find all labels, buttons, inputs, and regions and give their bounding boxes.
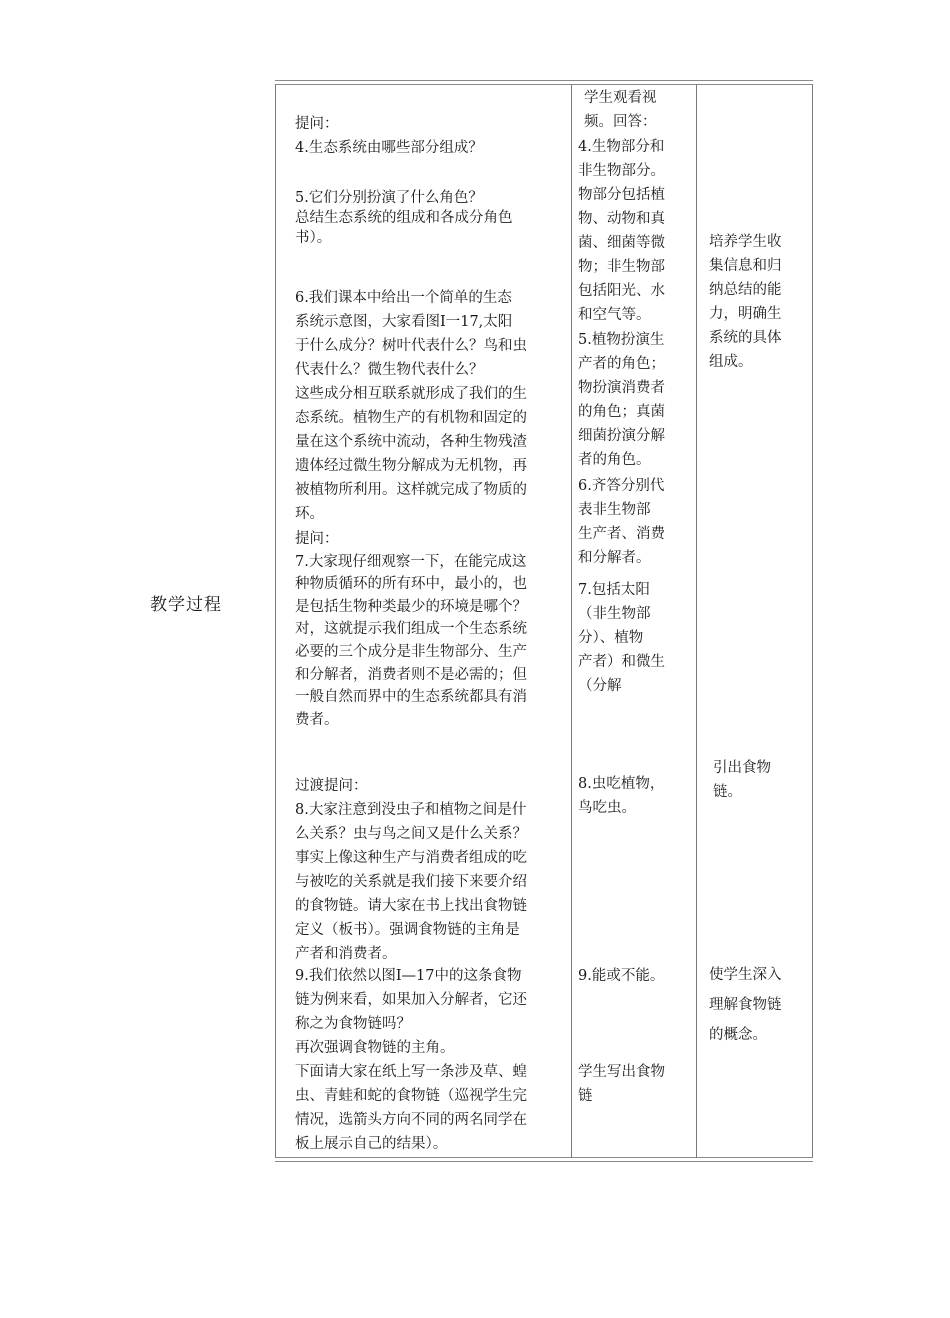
teacher-question-9: 9.我们依然以图Ⅰ—17中的这条食物 链为例来看，如果加入分解者，它还 称之为食物链吗？ 再次强调食物链的主角。 下面请大家在纸上写一条涉及草、蝗 虫、青蛙和蛇的食物链（巡视学生完 情况，选箭头方向不同的两名同学在 板上展示自己的结果）。 xyxy=(295,968,527,1152)
student-answer-7: 7.包括太阳 （非生物部 分）、植物 产者）和微生 （分解 xyxy=(578,582,665,694)
teacher-question-7: 提问： 7.大家现仔细观察一下，在能完成这 种物质循环的所有环中，最小的，也 是包括生物种类最少的环境是哪个？ 对，这就提示我们组成一个生态系统 必要的三个成分是非生物部分、生产 和分解者，消费者则不是必需的；但 一般自然而界中的生态系统都具有消 费者。 xyxy=(295,531,527,728)
table-bottom-border xyxy=(275,1157,813,1162)
teacher-question-4: 提问： 4.生态系统由哪些部分组成？ xyxy=(295,116,483,156)
row-label: 教学过程 xyxy=(150,595,222,615)
student-answer-5: 5.植物扮演生 产者的角色； 物扮演消费者 的角色；真菌 细菌扮演分解 者的角色。 xyxy=(578,332,665,468)
student-response-intro: 学生观看视 频。回答： xyxy=(584,90,657,130)
table-top-border xyxy=(275,80,813,85)
purpose-1: 培养学生收 集信息和归 纳总结的能 力，明确生 系统的具体 组成。 xyxy=(709,234,782,370)
table-divider xyxy=(275,84,276,1158)
table-divider xyxy=(812,84,813,1158)
student-answer-9: 9.能或不能。 xyxy=(578,968,665,984)
teacher-question-6: 6.我们课本中给出一个简单的生态 系统示意图，大家看图Ⅰ一17,太阳 于什么成分？树叶代表什么？鸟和虫 代表什么？微生物代表什么？ xyxy=(295,290,527,378)
table-divider xyxy=(571,84,572,1158)
student-task: 学生写出食物 链 xyxy=(578,1064,665,1104)
purpose-2: 引出食物 链。 xyxy=(713,760,771,800)
teacher-question-8: 过渡提问： 8.大家注意到没虫子和植物之间是什 么关系？虫与鸟之间又是什么关系？ 事实上像这种生产与消费者组成的吃 与被吃的关系就是我们接下来要介绍 的食物链。请大家在书上找出食物链 定义（板书）。强调食物链的主角是 产者和消费者。 xyxy=(295,778,527,962)
table-divider xyxy=(696,84,697,1158)
student-answer-6: 6.齐答分别代 表非生物部 生产者、消费 和分解者。 xyxy=(578,478,665,566)
student-answer-4: 4.生物部分和 非生物部分。 物部分包括植 物、动物和真 菌、细菌等微 物；非生物部 包括阳光、水 和空气等。 xyxy=(578,139,665,323)
student-answer-8: 8.虫吃植物， 鸟吃虫。 xyxy=(578,776,665,816)
teacher-question-5: 5.它们分别扮演了什么角色？ 总结生态系统的组成和各成分角色 书）。 xyxy=(295,190,513,246)
lesson-table xyxy=(275,80,813,1162)
purpose-3: 使学生深入 理解食物链 的概念。 xyxy=(709,967,782,1043)
teacher-explanation: 这些成分相互联系就形成了我们的生 态系统。植物生产的有机物和固定的 量在这个系统中流动，各种生物残渣 遗体经过微生物分解成为无机物，再 被植物所利用。这样就完成了物质的 环。 xyxy=(295,386,527,522)
